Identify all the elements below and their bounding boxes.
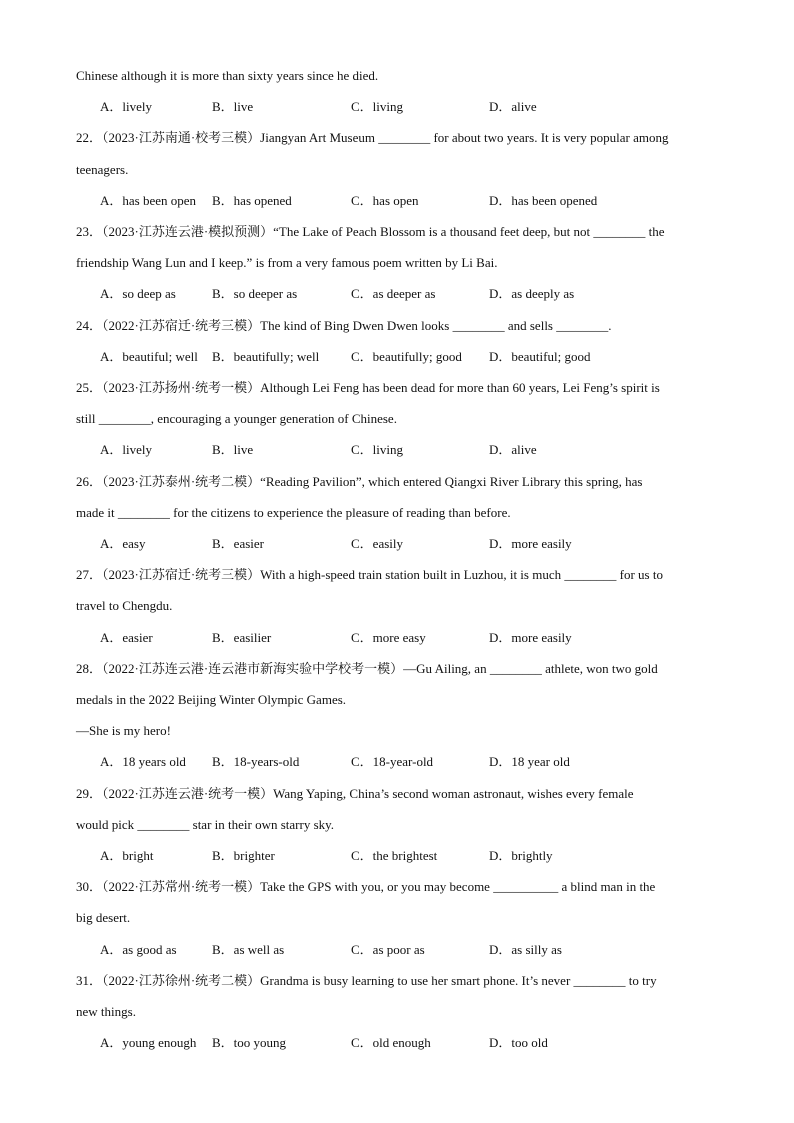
answer-option: A．18 years old [100, 754, 186, 769]
answer-option: B．live [212, 442, 254, 457]
text-line: big desert. [76, 910, 131, 925]
text-line: 26．（2023·江苏泰州·统考二模）“Reading Pavilion”, which entered Qiangxi River Library this spring, has [76, 474, 643, 489]
answer-option: D．18 year old [489, 754, 570, 769]
answer-option: B．easilier [212, 630, 272, 645]
text-line: made it ________ for the citizens to experience the pleasure of reading than before. [76, 505, 511, 520]
answer-option: C．easily [351, 536, 403, 551]
answer-option: A．as good as [100, 942, 177, 957]
answer-option: A．young enough [100, 1035, 197, 1050]
answer-option: D．brightly [489, 848, 553, 863]
answer-option: C．living [351, 442, 404, 457]
text-line: —She is my hero! [76, 723, 171, 738]
text-line: would pick ________ star in their own starry sky. [76, 817, 335, 832]
answer-option: D．has been opened [489, 193, 598, 208]
answer-option: C．as deeper as [351, 286, 436, 301]
text-line: 29．（2022·江苏连云港·统考一模）Wang Yaping, China’s second woman astronaut, wishes every female [76, 786, 634, 801]
answer-options [0, 535, 794, 553]
text-line: 31．（2022·江苏徐州·统考二模）Grandma is busy learning to use her smart phone. It’s never ________ to try [76, 973, 657, 988]
answer-option: C．as poor as [351, 942, 425, 957]
answer-option: A．has been open [100, 193, 197, 208]
answer-option: B．beautifully; well [212, 349, 320, 364]
answer-option: D．as deeply as [489, 286, 575, 301]
answer-option: D．beautiful; good [489, 349, 591, 364]
text-line: 27．（2023·江苏宿迁·统考三模）With a high-speed train station built in Luzhou, it is much ________ for us to [76, 567, 663, 582]
answer-options [0, 941, 794, 959]
answer-option: A．lively [100, 442, 152, 457]
text-line: 28．（2022·江苏连云港·连云港市新海实验中学校考一模）—Gu Ailing, an ________ athlete, won two gold [76, 661, 658, 676]
answer-option: B．18-years-old [212, 754, 300, 769]
answer-option: C．the brightest [351, 848, 438, 863]
text-line: new things. [76, 1004, 136, 1019]
answer-option: A．easier [100, 630, 153, 645]
answer-options [0, 753, 794, 771]
answer-option: D．as silly as [489, 942, 562, 957]
text-line: 24．（2022·江苏宿迁·统考三模）The kind of Bing Dwen Dwen looks ________ and sells ________. [76, 318, 612, 333]
text-line: friendship Wang Lun and I keep.” is from a very famous poem written by Li Bai. [76, 255, 498, 270]
answer-option: B．as well as [212, 942, 285, 957]
text-line: 25．（2023·江苏扬州·统考一模）Although Lei Feng has been dead for more than 60 years, Lei Feng’s spirit is [76, 380, 660, 395]
answer-options [0, 192, 794, 210]
text-line: 30．（2022·江苏常州·统考一模）Take the GPS with you, or you may become __________ a blind man in the [76, 879, 656, 894]
answer-options [0, 348, 794, 366]
answer-option: D．more easily [489, 536, 572, 551]
answer-option: C．18-year-old [351, 754, 434, 769]
answer-option: A．so deep as [100, 286, 176, 301]
answer-option: A．beautiful; well [100, 349, 198, 364]
answer-option: C．old enough [351, 1035, 431, 1050]
answer-option: B．too young [212, 1035, 287, 1050]
text-line: 23．（2023·江苏连云港·模拟预测）“The Lake of Peach Blossom is a thousand feet deep, but not ________ the [76, 224, 665, 239]
answer-options [0, 1034, 794, 1052]
text-line: teenagers. [76, 162, 129, 177]
answer-option: D．alive [489, 99, 537, 114]
answer-option: D．more easily [489, 630, 572, 645]
answer-options [0, 285, 794, 303]
answer-options [0, 847, 794, 865]
text-line: medals in the 2022 Beijing Winter Olympic Games. [76, 692, 347, 707]
answer-option: B．has opened [212, 193, 292, 208]
answer-options [0, 441, 794, 459]
text-line: 22．（2023·江苏南通·校考三模）Jiangyan Art Museum ________ for about two years. It is very popular among [76, 130, 669, 145]
answer-option: C．more easy [351, 630, 426, 645]
text-line: still ________, encouraging a younger generation of Chinese. [76, 411, 397, 426]
answer-option: A．lively [100, 99, 152, 114]
answer-option: B．easier [212, 536, 264, 551]
answer-options [0, 98, 794, 116]
text-line: travel to Chengdu. [76, 598, 173, 613]
answer-option: C．living [351, 99, 404, 114]
answer-option: B．live [212, 99, 254, 114]
text-line: Chinese although it is more than sixty years since he died. [76, 68, 379, 83]
answer-option: C．has open [351, 193, 419, 208]
answer-option: D．alive [489, 442, 537, 457]
answer-option: A．easy [100, 536, 146, 551]
answer-options [0, 629, 794, 647]
answer-option: B．so deeper as [212, 286, 298, 301]
answer-option: D．too old [489, 1035, 548, 1050]
answer-option: A．bright [100, 848, 154, 863]
answer-option: C．beautifully; good [351, 349, 462, 364]
answer-option: B．brighter [212, 848, 275, 863]
